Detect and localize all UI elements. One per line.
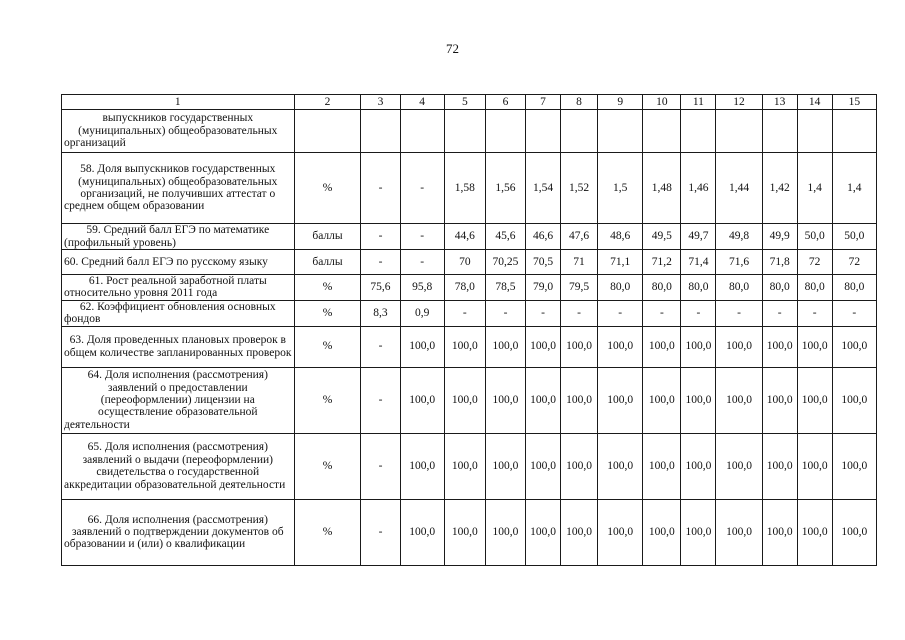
value-cell: 100,0 [444, 326, 485, 367]
value-cell: 79,0 [526, 275, 561, 301]
column-header-10: 10 [643, 95, 681, 110]
value-cell: 8,3 [361, 300, 400, 326]
table-row [62, 275, 877, 301]
indicator-name: 64. Доля исполнения (рассмотрения) заявлений о предоставлении (переоформлении) лицензии на осуществление образовательной деятельности [62, 367, 295, 433]
value-cell: 71,8 [762, 250, 797, 275]
value-cell: 100,0 [561, 367, 598, 433]
value-cell: 1,42 [762, 153, 797, 224]
value-cell: - [681, 300, 716, 326]
value-cell: - [361, 367, 400, 433]
value-cell: 80,0 [832, 275, 876, 301]
table-body [62, 110, 877, 566]
value-cell: 100,0 [643, 499, 681, 565]
indicator-name: 61. Рост реальной заработной платы относительно уровня 2011 года [62, 275, 295, 301]
unit-cell: % [294, 326, 361, 367]
indicator-name: 66. Доля исполнения (рассмотрения) заявлений о подтверждении документов об образовании и (или) о квалификации [62, 499, 295, 565]
value-cell: 71 [561, 250, 598, 275]
table-row [62, 300, 877, 326]
table-row [62, 110, 877, 153]
value-cell: 100,0 [561, 326, 598, 367]
value-cell: - [361, 326, 400, 367]
value-cell: 72 [832, 250, 876, 275]
column-header-9: 9 [598, 95, 643, 110]
value-cell: 100,0 [797, 367, 832, 433]
value-cell: 100,0 [526, 499, 561, 565]
unit-cell: баллы [294, 250, 361, 275]
value-cell: 100,0 [797, 433, 832, 499]
column-header-15: 15 [832, 95, 876, 110]
value-cell: 1,48 [643, 153, 681, 224]
value-cell: 100,0 [598, 367, 643, 433]
value-cell: 100,0 [444, 433, 485, 499]
unit-cell: баллы [294, 224, 361, 250]
value-cell: 95,8 [400, 275, 444, 301]
value-cell: 70,5 [526, 250, 561, 275]
value-cell: 100,0 [485, 326, 525, 367]
value-cell: - [400, 153, 444, 224]
value-cell: 100,0 [762, 433, 797, 499]
value-cell: - [361, 499, 400, 565]
column-header-14: 14 [797, 95, 832, 110]
table-row [62, 499, 877, 565]
value-cell: 100,0 [485, 433, 525, 499]
value-cell: 100,0 [681, 433, 716, 499]
value-cell: 72 [797, 250, 832, 275]
value-cell: 100,0 [832, 433, 876, 499]
value-cell [361, 110, 400, 153]
value-cell: 50,0 [832, 224, 876, 250]
value-cell: 45,6 [485, 224, 525, 250]
value-cell: 100,0 [643, 367, 681, 433]
value-cell: 49,8 [716, 224, 762, 250]
value-cell: 79,5 [561, 275, 598, 301]
value-cell: 100,0 [832, 499, 876, 565]
value-cell: - [485, 300, 525, 326]
value-cell: 100,0 [598, 499, 643, 565]
value-cell: 48,6 [598, 224, 643, 250]
value-cell: 100,0 [561, 433, 598, 499]
value-cell [444, 110, 485, 153]
value-cell: 44,6 [444, 224, 485, 250]
value-cell: 71,4 [681, 250, 716, 275]
value-cell: 70,25 [485, 250, 525, 275]
value-cell: - [361, 224, 400, 250]
value-cell [832, 110, 876, 153]
value-cell: 80,0 [643, 275, 681, 301]
value-cell: 49,7 [681, 224, 716, 250]
value-cell: 71,6 [716, 250, 762, 275]
value-cell: 78,5 [485, 275, 525, 301]
column-header-6: 6 [485, 95, 525, 110]
value-cell: 1,56 [485, 153, 525, 224]
value-cell: 80,0 [681, 275, 716, 301]
value-cell: 1,54 [526, 153, 561, 224]
value-cell [762, 110, 797, 153]
value-cell [561, 110, 598, 153]
value-cell: 100,0 [716, 367, 762, 433]
value-cell: 100,0 [643, 326, 681, 367]
value-cell [681, 110, 716, 153]
page-number: 72 [446, 41, 459, 56]
value-cell: 100,0 [526, 367, 561, 433]
value-cell: 46,6 [526, 224, 561, 250]
value-cell: - [797, 300, 832, 326]
column-header-11: 11 [681, 95, 716, 110]
value-cell: - [598, 300, 643, 326]
value-cell [526, 110, 561, 153]
value-cell: 75,6 [361, 275, 400, 301]
column-header-1: 1 [62, 95, 295, 110]
column-header-5: 5 [444, 95, 485, 110]
value-cell: - [832, 300, 876, 326]
value-cell: 100,0 [681, 326, 716, 367]
value-cell: 100,0 [797, 499, 832, 565]
value-cell: 80,0 [762, 275, 797, 301]
table-row [62, 433, 877, 499]
value-cell: 100,0 [400, 499, 444, 565]
unit-cell [294, 110, 361, 153]
column-header-8: 8 [561, 95, 598, 110]
value-cell: 100,0 [832, 326, 876, 367]
indicator-name: 63. Доля проведенных плановых проверок в общем количестве запланированных проверок [62, 326, 295, 367]
value-cell: 100,0 [716, 326, 762, 367]
indicator-name: 65. Доля исполнения (рассмотрения) заявлений о выдачи (переоформлении) свидетельства о государственной аккредитации образовательной деятельности [62, 433, 295, 499]
column-header-3: 3 [361, 95, 400, 110]
value-cell: 71,2 [643, 250, 681, 275]
value-cell: 49,5 [643, 224, 681, 250]
value-cell: - [361, 250, 400, 275]
value-cell: 100,0 [762, 499, 797, 565]
value-cell [643, 110, 681, 153]
value-cell: 100,0 [832, 367, 876, 433]
value-cell: 100,0 [400, 367, 444, 433]
value-cell: - [361, 153, 400, 224]
value-cell: 1,5 [598, 153, 643, 224]
value-cell [797, 110, 832, 153]
value-cell: 100,0 [400, 433, 444, 499]
indicators-table [61, 94, 877, 566]
column-header-13: 13 [762, 95, 797, 110]
unit-cell: % [294, 433, 361, 499]
unit-cell: % [294, 499, 361, 565]
value-cell: 70 [444, 250, 485, 275]
value-cell: 80,0 [598, 275, 643, 301]
value-cell: 100,0 [444, 499, 485, 565]
unit-cell: % [294, 153, 361, 224]
value-cell: - [361, 433, 400, 499]
value-cell: - [526, 300, 561, 326]
value-cell [598, 110, 643, 153]
value-cell: 100,0 [526, 433, 561, 499]
value-cell: 100,0 [716, 499, 762, 565]
unit-cell: % [294, 300, 361, 326]
value-cell: - [643, 300, 681, 326]
value-cell: 100,0 [598, 326, 643, 367]
value-cell: 71,1 [598, 250, 643, 275]
column-header-2: 2 [294, 95, 361, 110]
value-cell: 100,0 [400, 326, 444, 367]
value-cell [400, 110, 444, 153]
indicator-name: 58. Доля выпускников государственных (муниципальных) общеобразовательных организаций, не получивших аттестат о среднем общем образовании [62, 153, 295, 224]
value-cell: 80,0 [716, 275, 762, 301]
value-cell: - [762, 300, 797, 326]
value-cell: - [400, 250, 444, 275]
value-cell: 100,0 [681, 499, 716, 565]
value-cell: 100,0 [643, 433, 681, 499]
column-header-7: 7 [526, 95, 561, 110]
indicator-name: 60. Средний балл ЕГЭ по русскому языку [62, 250, 295, 275]
value-cell: - [400, 224, 444, 250]
value-cell: 1,44 [716, 153, 762, 224]
value-cell [485, 110, 525, 153]
value-cell: 50,0 [797, 224, 832, 250]
value-cell: - [716, 300, 762, 326]
header-row-group [62, 95, 877, 110]
column-header-12: 12 [716, 95, 762, 110]
column-header-4: 4 [400, 95, 444, 110]
value-cell: 1,4 [832, 153, 876, 224]
unit-cell: % [294, 275, 361, 301]
value-cell: 100,0 [444, 367, 485, 433]
value-cell: 1,46 [681, 153, 716, 224]
value-cell: 78,0 [444, 275, 485, 301]
value-cell: 100,0 [716, 433, 762, 499]
value-cell: 0,9 [400, 300, 444, 326]
table-row [62, 153, 877, 224]
value-cell: 100,0 [681, 367, 716, 433]
table-row [62, 367, 877, 433]
table-row [62, 224, 877, 250]
value-cell: 100,0 [485, 367, 525, 433]
value-cell: - [444, 300, 485, 326]
value-cell: 100,0 [561, 499, 598, 565]
value-cell: 1,58 [444, 153, 485, 224]
header-row [62, 95, 877, 110]
value-cell: 1,4 [797, 153, 832, 224]
value-cell: 47,6 [561, 224, 598, 250]
value-cell: 100,0 [762, 367, 797, 433]
value-cell: - [561, 300, 598, 326]
value-cell: 80,0 [797, 275, 832, 301]
value-cell: 100,0 [762, 326, 797, 367]
value-cell: 100,0 [797, 326, 832, 367]
value-cell [716, 110, 762, 153]
indicator-name: 62. Коэффициент обновления основных фондов [62, 300, 295, 326]
value-cell: 100,0 [598, 433, 643, 499]
value-cell: 100,0 [526, 326, 561, 367]
indicator-name: выпускников государственных (муниципальных) общеобразовательных организаций [62, 110, 295, 153]
value-cell: 49,9 [762, 224, 797, 250]
value-cell: 100,0 [485, 499, 525, 565]
indicator-name: 59. Средний балл ЕГЭ по математике (профильный уровень) [62, 224, 295, 250]
unit-cell: % [294, 367, 361, 433]
table-row [62, 326, 877, 367]
value-cell: 1,52 [561, 153, 598, 224]
table-row [62, 250, 877, 275]
